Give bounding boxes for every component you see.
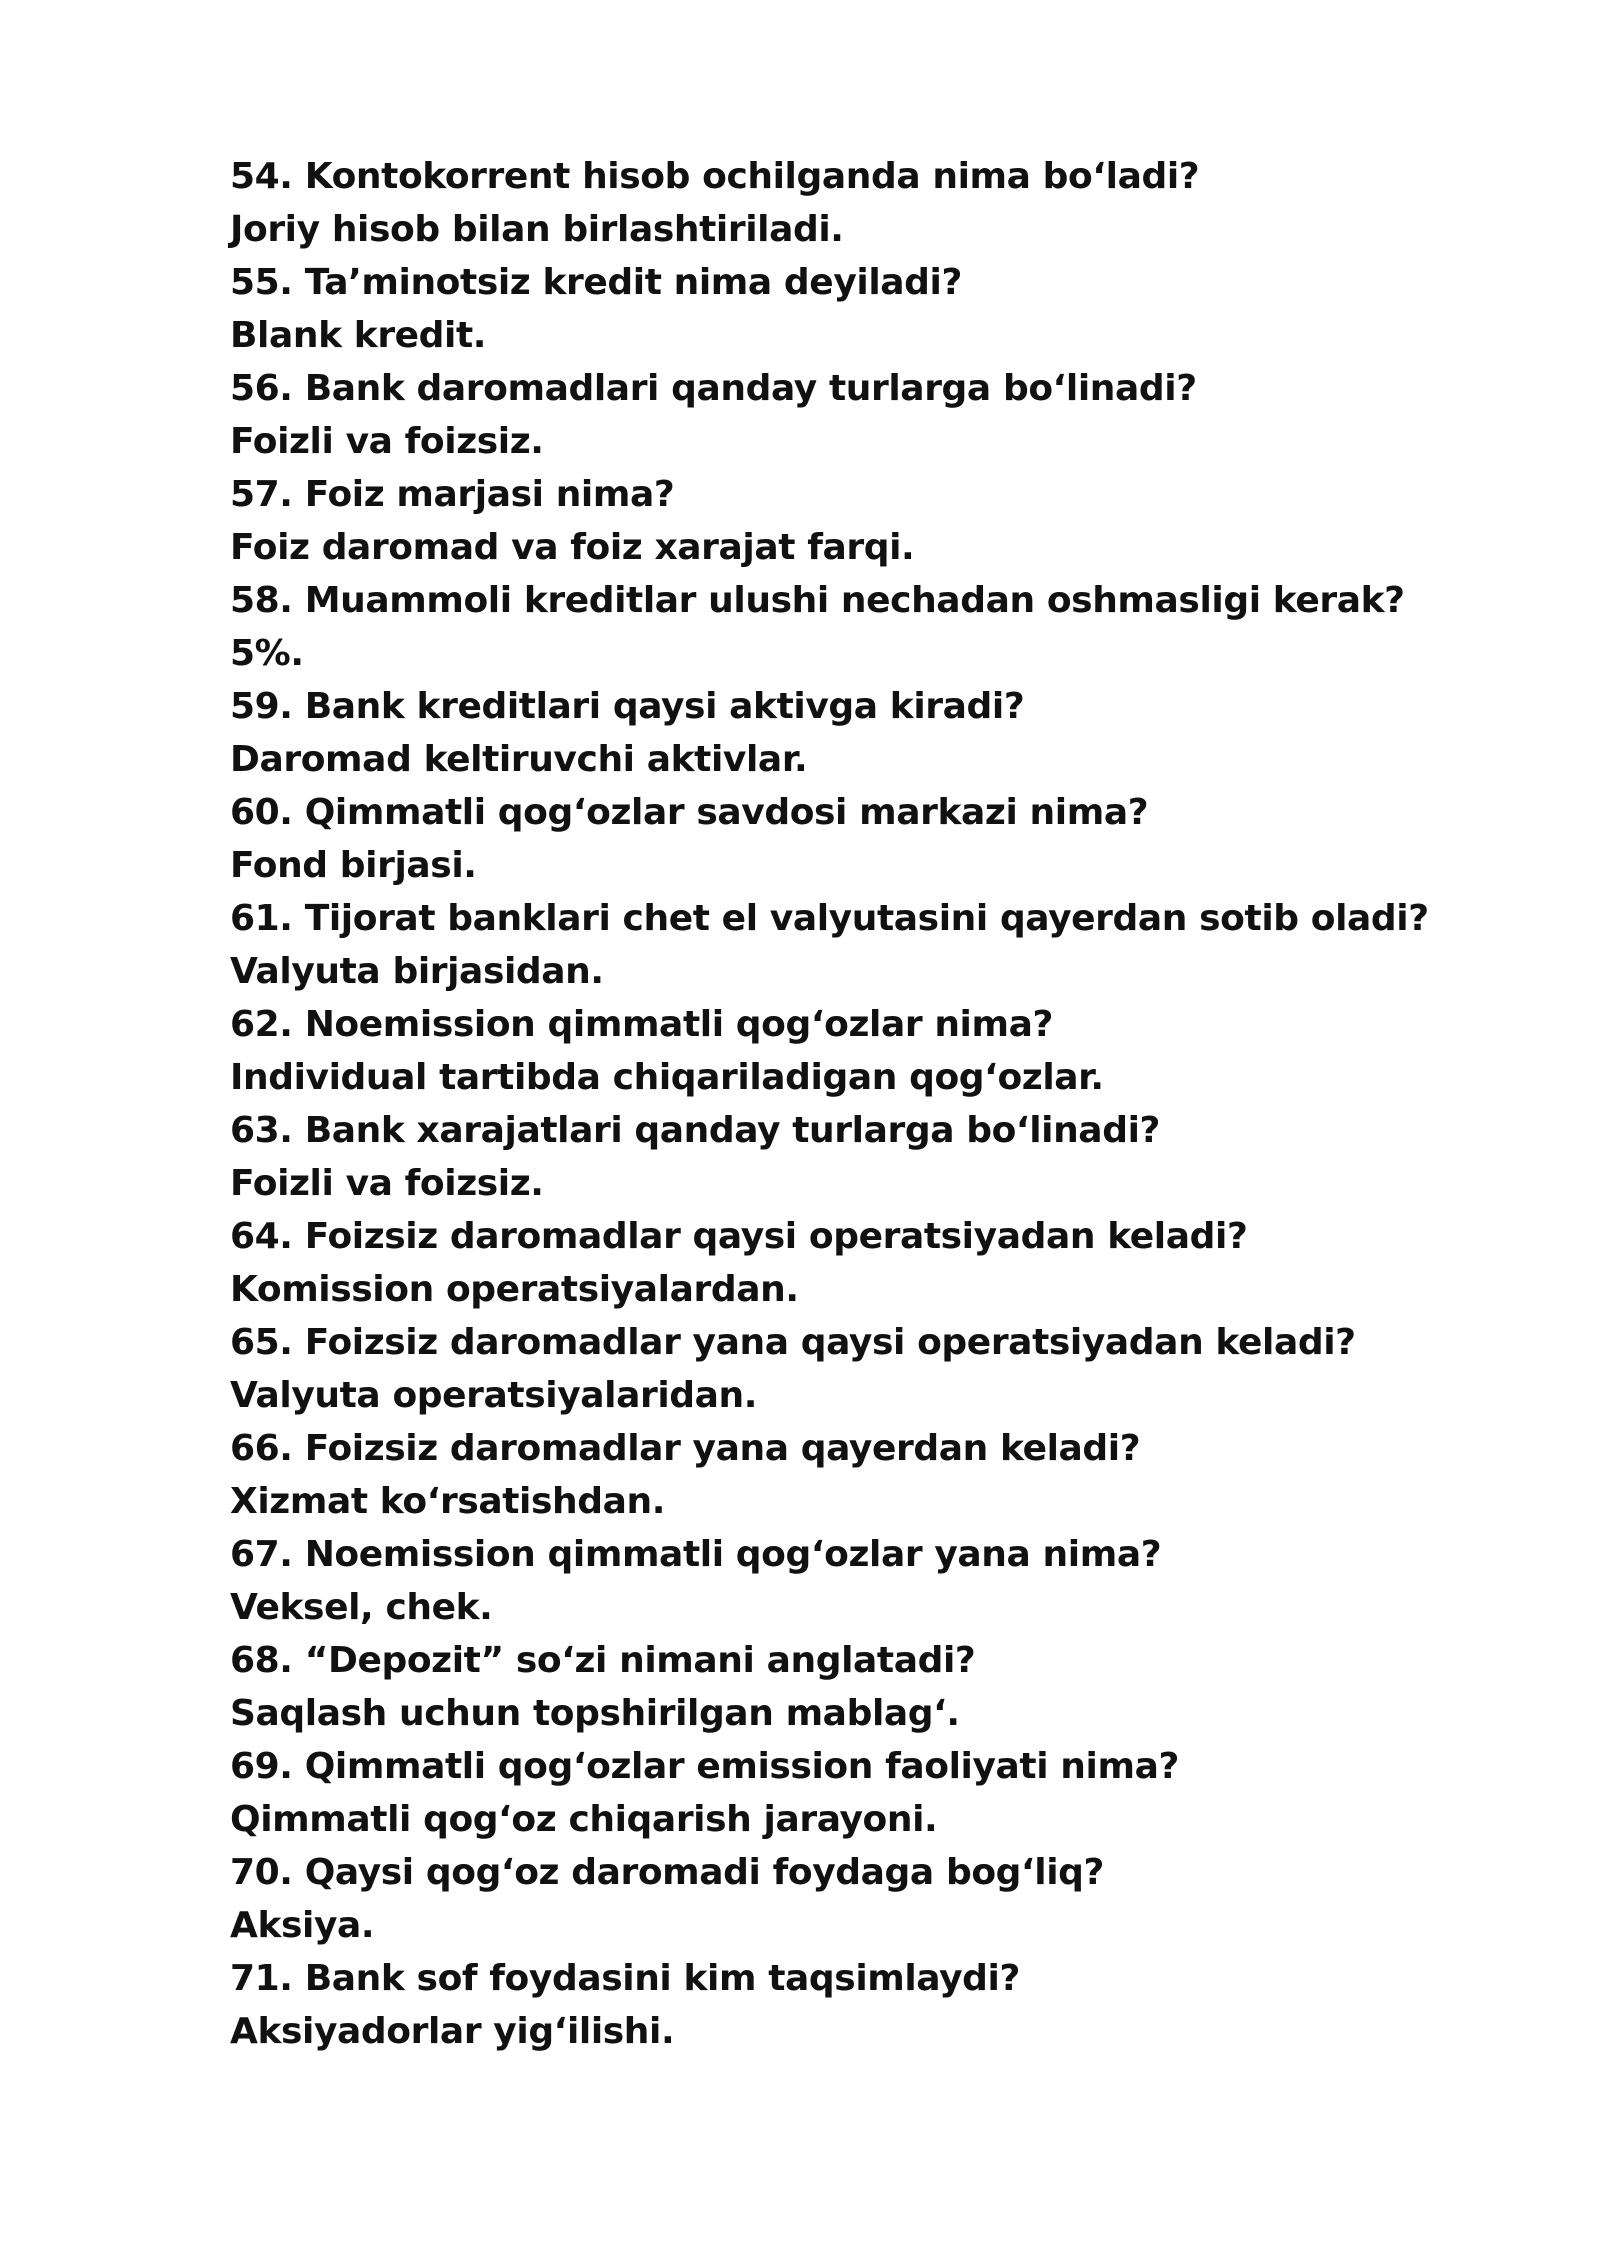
question-text: 55. Ta’minotsiz kredit nima deyiladi?: [230, 262, 962, 303]
question-text: 58. Muammoli kreditlar ulushi nechadan oshmasligi kerak?: [230, 580, 1405, 621]
question-text: 64. Foizsiz daromadlar qaysi operatsiyadan keladi?: [230, 1216, 1248, 1257]
answer-text: Fond birjasi.: [230, 845, 477, 886]
qa-item: [230, 1422, 1490, 1528]
question-text: 61. Tijorat banklari chet el valyutasini qayerdan sotib oladi?: [230, 898, 1429, 939]
question-text: 59. Bank kreditlari qaysi aktivga kiradi?: [230, 686, 1025, 727]
question-text: 69. Qimmatli qog‘ozlar emission faoliyati nima?: [230, 1746, 1179, 1787]
question-text: 68. “Depozit” so‘zi nimani anglatadi?: [230, 1640, 976, 1681]
answer-text: Komission operatsiyalardan.: [230, 1269, 799, 1310]
qa-item: [230, 680, 1490, 786]
question-text: 70. Qaysi qog‘oz daromadi foydaga bog‘liq?: [230, 1852, 1105, 1893]
question-text: 65. Foizsiz daromadlar yana qaysi operatsiyadan keladi?: [230, 1322, 1356, 1363]
question-text: 57. Foiz marjasi nima?: [230, 474, 675, 515]
answer-text: Saqlash uchun topshirilgan mablag‘.: [230, 1693, 960, 1734]
qa-item: [230, 1528, 1490, 1634]
answer-text: Foizli va foizsiz.: [230, 1163, 544, 1204]
qa-item: [230, 1104, 1490, 1210]
answer-text: Daromad keltiruvchi aktivlar.: [230, 739, 808, 780]
qa-item: [230, 150, 1490, 256]
qa-item: [230, 574, 1490, 680]
answer-text: Individual tartibda chiqariladigan qog‘ozlar.: [230, 1057, 1104, 1098]
answer-text: Blank kredit.: [230, 315, 487, 356]
answer-text: Foiz daromad va foiz xarajat farqi.: [230, 527, 915, 568]
qa-item: [230, 1846, 1490, 1952]
qa-item: [230, 1952, 1490, 2058]
answer-text: Valyuta operatsiyalaridan.: [230, 1375, 758, 1416]
question-text: 71. Bank sof foydasini kim taqsimlaydi?: [230, 1958, 1020, 1999]
qa-item: [230, 1210, 1490, 1316]
answer-text: Veksel, chek.: [230, 1587, 493, 1628]
answer-text: Joriy hisob bilan birlashtiriladi.: [230, 209, 844, 250]
question-text: 54. Kontokorrent hisob ochilganda nima bo‘ladi?: [230, 156, 1200, 197]
question-text: 62. Noemission qimmatli qog‘ozlar nima?: [230, 1004, 1053, 1045]
question-text: 60. Qimmatli qog‘ozlar savdosi markazi nima?: [230, 792, 1149, 833]
qa-item: [230, 468, 1490, 574]
qa-item: [230, 786, 1490, 892]
question-text: 56. Bank daromadlari qanday turlarga bo‘linadi?: [230, 368, 1197, 409]
answer-text: 5%.: [230, 633, 304, 674]
answer-text: Aksiya.: [230, 1905, 375, 1946]
qa-item: [230, 892, 1490, 998]
answer-text: Aksiyadorlar yig‘ilishi.: [230, 2011, 675, 2052]
qa-item: [230, 362, 1490, 468]
qa-item: [230, 1316, 1490, 1422]
answer-text: Valyuta birjasidan.: [230, 951, 604, 992]
answer-text: Xizmat ko‘rsatishdan.: [230, 1481, 666, 1522]
qa-item: [230, 1634, 1490, 1740]
qa-item: [230, 256, 1490, 362]
question-text: 66. Foizsiz daromadlar yana qayerdan keladi?: [230, 1428, 1141, 1469]
question-text: 67. Noemission qimmatli qog‘ozlar yana nima?: [230, 1534, 1162, 1575]
qa-item: [230, 998, 1490, 1104]
answer-text: Foizli va foizsiz.: [230, 421, 544, 462]
question-answer-list: [230, 150, 1490, 2058]
answer-text: Qimmatli qog‘oz chiqarish jarayoni.: [230, 1799, 938, 1840]
qa-item: [230, 1740, 1490, 1846]
question-text: 63. Bank xarajatlari qanday turlarga bo‘linadi?: [230, 1110, 1160, 1151]
